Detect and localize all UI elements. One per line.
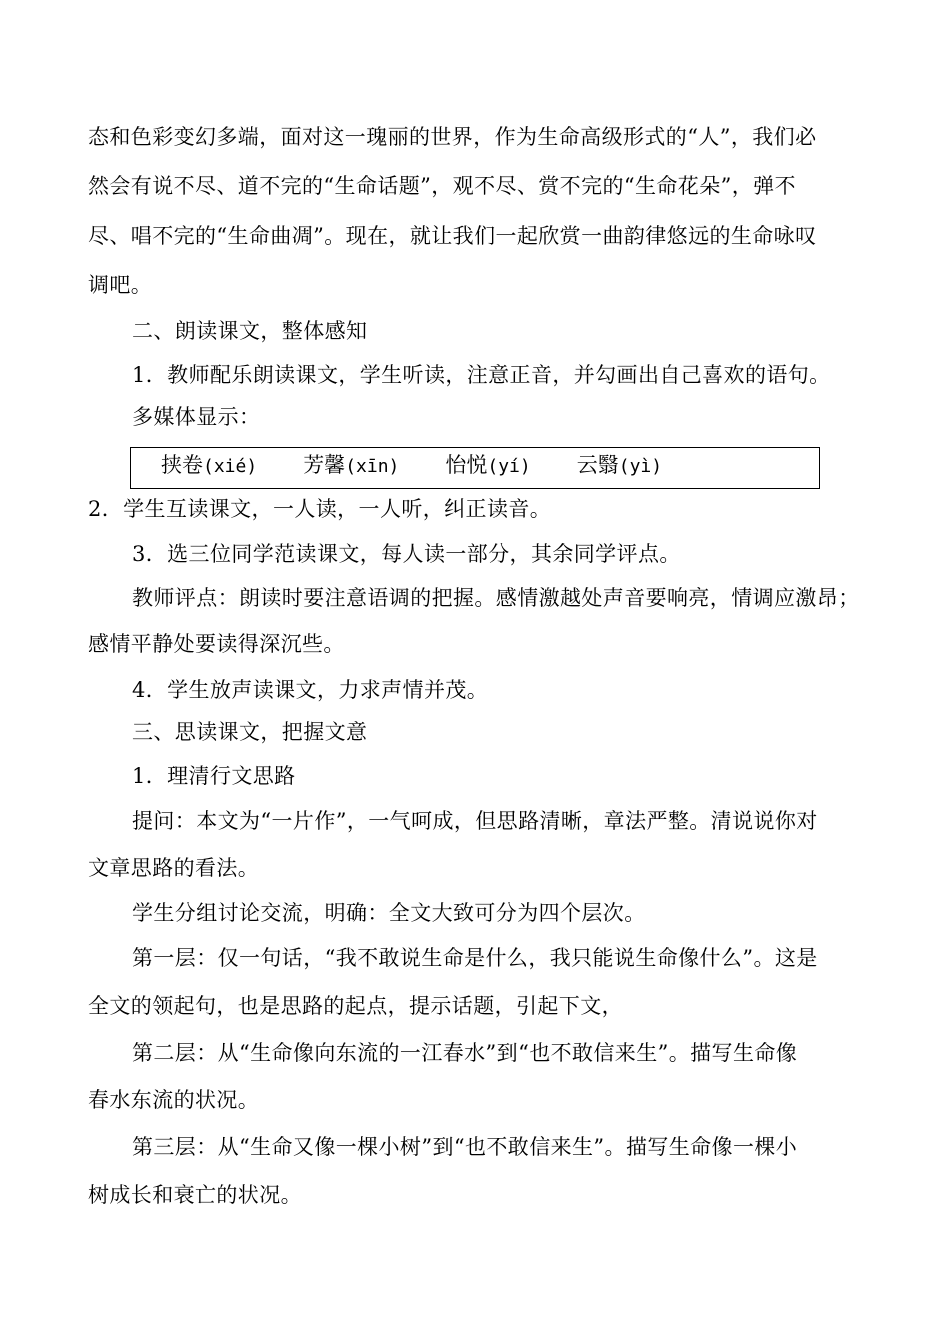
paragraph-line: 1．教师配乐朗读课文，学生听读，注意正音，并勾画出自己喜欢的语句。	[132, 363, 831, 387]
paragraph-line: 态和色彩变幻多端，面对这一瑰丽的世界，作为生命高级形式的“人”，我们必	[88, 125, 817, 149]
paragraph-line: 全文的领起句，也是思路的起点，提示话题，引起下文，	[88, 994, 623, 1018]
vocab-list	[161, 450, 662, 482]
paragraph-line: 第二层：从“生命像向东流的一江春水”到“也不敢信来生”。描写生命像	[132, 1041, 798, 1065]
paragraph-line: 然会有说不尽、道不完的“生命话题”，观不尽、赏不完的“生命花朵”，弹不	[88, 174, 796, 198]
paragraph-line: 多媒体显示：	[132, 405, 261, 429]
paragraph-line: 提问：本文为“一片作”，一气呵成，但思路清晰，章法严整。清说说你对	[132, 809, 818, 833]
paragraph-line: 文章思路的看法。	[88, 856, 260, 880]
vocab-pinyin: (xīn)	[345, 456, 400, 477]
subsection-heading: 1．理清行文思路	[132, 764, 296, 788]
section-heading: 三、思读课文，把握文意	[132, 720, 368, 744]
vocab-pinyin: (xié)	[203, 456, 258, 477]
vocab-pinyin: (yì)	[618, 456, 663, 477]
paragraph-line: 春水东流的状况。	[88, 1088, 260, 1112]
paragraph-line: 树成长和衰亡的状况。	[88, 1183, 302, 1207]
vocab-word: 挟卷	[161, 453, 203, 477]
section-heading: 二、朗读课文，整体感知	[132, 319, 368, 343]
paragraph-line: 3．选三位同学范读课文，每人读一部分，其余同学评点。	[132, 542, 681, 566]
vocab-pinyin: (yí)	[487, 456, 531, 477]
paragraph-line: 第一层：仅一句话，“我不敢说生命是什么，我只能说生命像什么”。这是	[132, 946, 818, 970]
vocab-word: 怡悦	[445, 453, 488, 477]
vocab-word: 云翳	[576, 453, 619, 477]
paragraph-line: 教师评点：朗读时要注意语调的把握。感情激越处声音要响亮，情调应激昂；	[132, 586, 860, 610]
paragraph-line: 4．学生放声读课文，力求声情并茂。	[132, 678, 489, 702]
paragraph-line: 尽、唱不完的“生命曲凋”。现在，就让我们一起欣赏一曲韵律悠远的生命咏叹	[88, 224, 817, 248]
paragraph-line: 学生分组讨论交流，明确：全文大致可分为四个层次。	[132, 901, 646, 925]
vocab-box	[130, 447, 820, 489]
vocab-word: 芳馨	[303, 453, 346, 477]
paragraph-line: 调吧。	[88, 273, 153, 297]
paragraph-line: 感情平静处要读得深沉些。	[88, 632, 345, 656]
paragraph-line: 第三层：从“生命又像一棵小树”到“也不敢信来生”。描写生命像一棵小	[132, 1135, 798, 1159]
paragraph-line: 2．学生互读课文，一人读，一人听，纠正读音。	[88, 497, 552, 521]
